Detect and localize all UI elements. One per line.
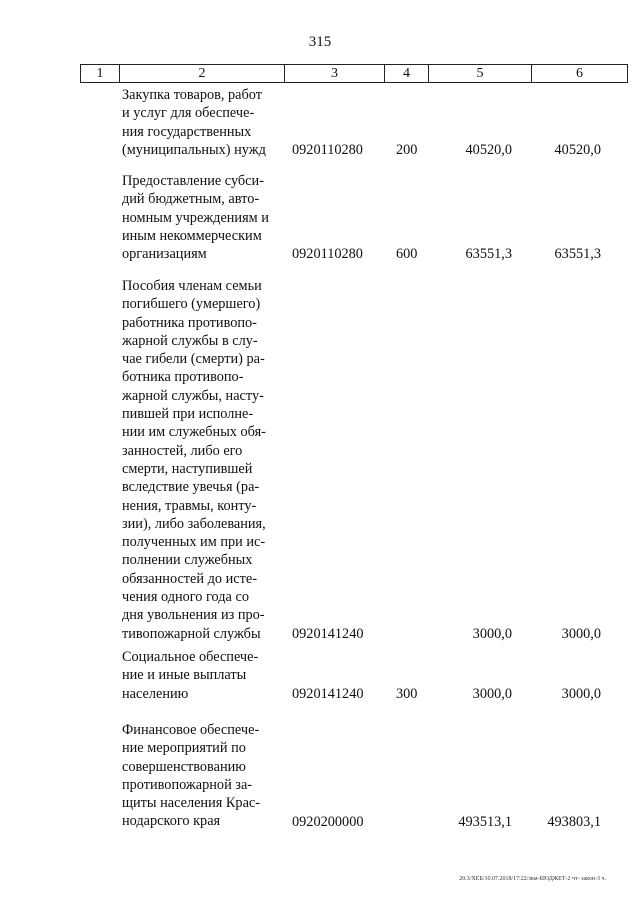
- page-number: 315: [308, 34, 332, 50]
- header-col-2: 2: [198, 66, 206, 81]
- header-col-1: 1: [96, 66, 104, 81]
- row-code: 0920141240: [292, 625, 364, 642]
- header-col-6: 6: [576, 66, 583, 81]
- row-amount-year-1: 3000,0: [472, 685, 512, 702]
- row-amount-year-2: 3000,0: [561, 685, 601, 702]
- row-amount-year-1: 493513,1: [458, 813, 512, 830]
- row-amount-year-1: 40520,0: [465, 141, 512, 158]
- header-col-3: 3: [331, 66, 338, 81]
- header-col-5: 5: [476, 66, 484, 81]
- row-amount-year-1: 3000,0: [472, 625, 512, 642]
- document-footer-code: 20.3/ХЕБ/10.07.2018/17:22/зкм-БЮДЖЕТ-2 чт- закон-3 ч.: [459, 876, 606, 882]
- row-amount-year-2: 63551,3: [554, 246, 601, 263]
- row-amount-year-2: 493803,1: [547, 813, 601, 830]
- row-expense-type: 300: [396, 685, 418, 702]
- row-code: 0920110280: [292, 246, 363, 263]
- row-expense-type: 200: [396, 141, 418, 158]
- row-code: 0920141240: [292, 685, 364, 702]
- row-description: Социальное обеспече- ние и иные выплаты населению: [122, 649, 259, 702]
- row-amount-year-1: 63551,3: [465, 246, 512, 263]
- table-header: [80, 64, 628, 83]
- row-code: 0920110280: [292, 141, 363, 158]
- row-code: 0920200000: [292, 813, 364, 830]
- header-col-4: 4: [403, 66, 410, 81]
- row-expense-type: 600: [396, 246, 418, 263]
- row-description: Предоставление субси- дий бюджетным, авто- номным учреждениям и иным некоммерческим организациям: [122, 173, 269, 263]
- row-description: Закупка товаров, работ и услуг для обеспече- ния государственных (муниципальных) нужд: [122, 87, 266, 158]
- row-description: Финансовое обеспече- ние мероприятий по совершенствованию противопожарной за- щиты населения Крас- нодарского края: [122, 722, 261, 830]
- row-amount-year-2: 40520,0: [554, 141, 601, 158]
- row-description: Пособия членам семьи погибшего (умершего) работника противопо- жарной службы в слу- чае гибели (смерти) ра- ботника противопо- жарной службы, насту- пившей при исполне- нии им служебных обя- занностей, либо его смерти, наступившей вследствие увечья (ра- нения, травмы, конту- зии), либо заболевания, полученных им при ис- полнении служебных обязанностей до исте- чения одного года со дня увольнения из про- тивопожарной службы: [122, 278, 266, 642]
- row-amount-year-2: 3000,0: [561, 625, 601, 642]
